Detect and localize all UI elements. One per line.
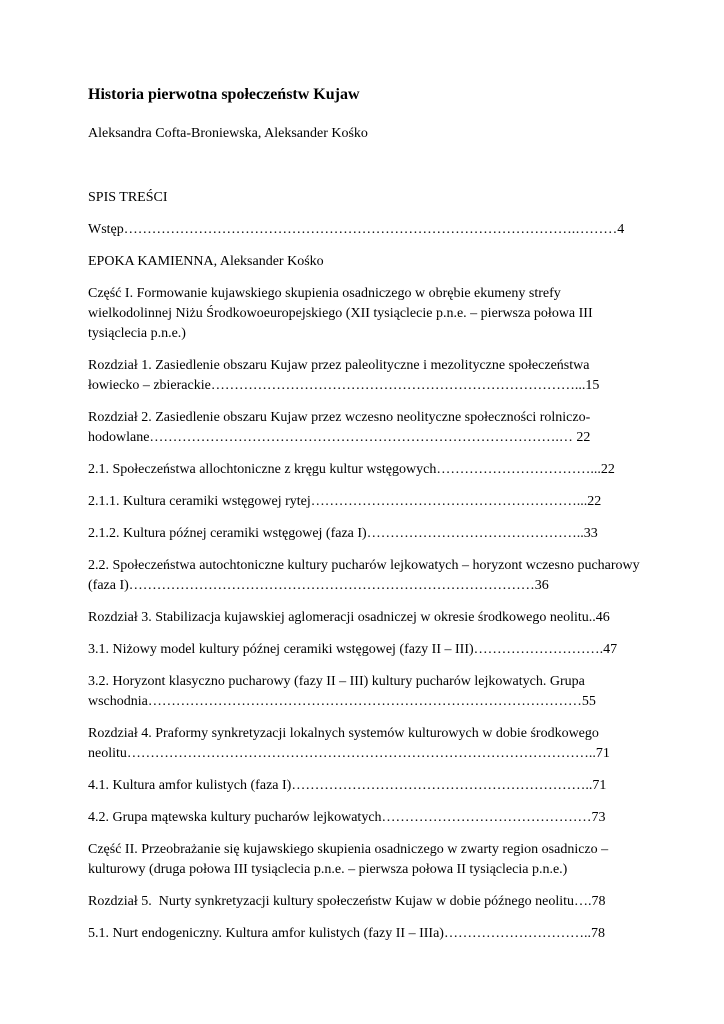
toc-entry-introduction: Wstęp…………………………………………………………………………………….………4 xyxy=(88,222,625,237)
toc-entry-4-1: 4.1. Kultura amfor kulistych (faza I)………………………………………………………..71 xyxy=(88,778,607,793)
document-title: Historia pierwotna społeczeństw Kujaw xyxy=(88,86,360,103)
toc-entry-epoch: EPOKA KAMIENNA, Aleksander Kośko xyxy=(88,254,324,269)
toc-entry-4-2: 4.2. Grupa mątewska kultury pucharów lejkowatych………………………………………73 xyxy=(88,810,606,825)
toc-entry-3-1: 3.1. Niżowy model kultury późnej ceramiki wstęgowej (fazy II – III)……………………….47 xyxy=(88,642,618,657)
toc-heading: SPIS TREŚCI xyxy=(88,190,168,205)
toc-entry-2-1: 2.1. Społeczeństwa allochtoniczne z kręgu kultur wstęgowych……………………………...22 xyxy=(88,462,615,477)
toc-entry-2-1-1: 2.1.1. Kultura ceramiki wstęgowej rytej…………………………………………………...22 xyxy=(88,494,602,509)
toc-entry-chapter-5: Rozdział 5. Nurty synkretyzacji kultury społeczeństw Kujaw w dobie późnego neolitu….78 xyxy=(88,894,606,909)
toc-entry-2-2: 2.2. Społeczeństwa autochtoniczne kultury pucharów lejkowatych – horyzont wczesno pucharowy (faza I)……………………………………………………………………………36 xyxy=(88,558,644,593)
toc-entry-5-1: 5.1. Nurt endogeniczny. Kultura amfor kulistych (fazy II – IIIa)…………………………..78 xyxy=(88,926,605,941)
document-page xyxy=(88,84,644,956)
toc-entry-3-2: 3.2. Horyzont klasyczno pucharowy (fazy II – III) kultury pucharów lejkowatych. Grupa wschodnia…………………………………………………………………………………55 xyxy=(88,674,596,709)
toc-entry-chapter-3: Rozdział 3. Stabilizacja kujawskiej aglomeracji osadniczej w okresie środkowego neolitu..46 xyxy=(88,610,610,625)
toc-entry-chapter-2: Rozdział 2. Zasiedlenie obszaru Kujaw przez wczesno neolityczne społeczności rolniczo-hodowlane…………………………………………………………………………….… 22 xyxy=(88,410,591,445)
document-authors: Aleksandra Cofta-Broniewska, Aleksander Kośko xyxy=(88,126,368,141)
toc-entry-part-1: Część I. Formowanie kujawskiego skupienia osadniczego w obrębie ekumeny strefy wielkodolinnej Niżu Środkowoeuropejskiego (XII tysiąclecie p.n.e. – pierwsza połowa III tysiąclecia p.n.e.) xyxy=(88,286,597,341)
toc-list xyxy=(88,220,644,944)
toc-entry-part-2: Część II. Przeobrażanie się kujawskiego skupienia osadniczego w zwarty region osadniczo – kulturowy (druga połowa III tysiąclecia p.n.e. – pierwsza połowa II tysiąclecia p.n.e.) xyxy=(88,842,612,877)
toc-entry-chapter-4: Rozdział 4. Praformy synkretyzacji lokalnych systemów kulturowych w dobie środkowego neolitu………………………………………………………………………………………..71 xyxy=(88,726,610,761)
toc-entry-chapter-1: Rozdział 1. Zasiedlenie obszaru Kujaw przez paleolityczne i mezolityczne społeczeństwa łowiecko – zbierackie……………………………………………………………………...15 xyxy=(88,358,600,393)
toc-entry-2-1-2: 2.1.2. Kultura późnej ceramiki wstęgowej (faza I)………………………………………..33 xyxy=(88,526,598,541)
